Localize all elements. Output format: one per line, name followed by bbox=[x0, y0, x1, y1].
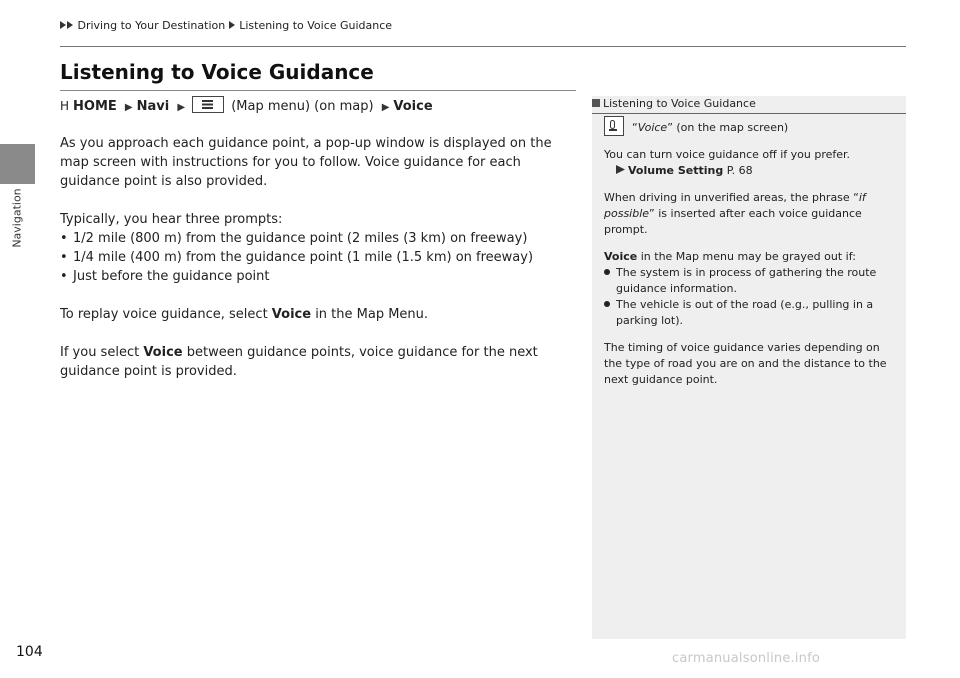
replay-voice-term: Voice bbox=[271, 307, 312, 322]
prompts-intro: Typically, you hear three prompts: bbox=[60, 212, 283, 227]
quote-close: ” bbox=[667, 121, 673, 134]
sidebar-body bbox=[604, 116, 898, 388]
turn-off-note: You can turn voice guidance off if you prefer. bbox=[604, 148, 851, 161]
breadcrumb-arrow-icon bbox=[60, 21, 66, 29]
breadcrumb bbox=[60, 19, 392, 32]
breadcrumb-arrow-icon bbox=[67, 21, 73, 29]
nav-path-home: HOME bbox=[73, 99, 117, 114]
list-item: • Just before the guidance point bbox=[60, 267, 576, 286]
grayed-note bbox=[604, 249, 898, 265]
list-item: The vehicle is out of the road (e.g., pulling in a parking lot). bbox=[604, 297, 898, 329]
nav-path-menu-text: (Map menu) (on map) bbox=[231, 99, 374, 114]
sidebar-header-text: Listening to Voice Guidance bbox=[603, 97, 756, 110]
list-item: • 1/2 mile (800 m) from the guidance point (2 miles (3 km) on freeway) bbox=[60, 229, 576, 248]
breadcrumb-item[interactable]: Listening to Voice Guidance bbox=[239, 19, 393, 32]
list-item: The system is in process of gathering the route guidance information. bbox=[604, 265, 898, 297]
unverified-phrase: if possible bbox=[604, 191, 866, 220]
home-symbol-icon: H bbox=[60, 99, 70, 113]
page-title: Listening to Voice Guidance bbox=[60, 60, 374, 84]
replay-suffix: in the Map Menu. bbox=[311, 307, 429, 322]
main-content bbox=[60, 96, 576, 381]
notes-sidebar bbox=[592, 96, 906, 639]
nav-path-voice: Voice bbox=[393, 99, 433, 114]
voice-command-suffix: (on the map screen) bbox=[672, 121, 789, 134]
reference-page: P. 68 bbox=[723, 164, 753, 177]
section-tab-text: Navigation bbox=[10, 188, 24, 248]
voice-command: Voice bbox=[637, 121, 668, 134]
grayed-voice-term: Voice bbox=[604, 250, 638, 263]
quote-open: “ bbox=[632, 121, 638, 134]
nav-path bbox=[60, 96, 576, 115]
header-divider bbox=[60, 46, 906, 47]
breadcrumb-arrow-icon bbox=[229, 21, 235, 29]
replay-paragraph bbox=[60, 305, 576, 324]
cross-reference[interactable] bbox=[604, 163, 898, 179]
note-marker-icon bbox=[592, 99, 600, 107]
breadcrumb-item[interactable]: Driving to Your Destination bbox=[77, 19, 226, 32]
between-paragraph bbox=[60, 343, 576, 381]
list-item: • 1/4 mile (400 m) from the guidance point (1 mile (1.5 km) on freeway) bbox=[60, 248, 576, 267]
unverified-note bbox=[604, 190, 898, 238]
title-divider bbox=[60, 90, 576, 91]
path-arrow-icon: ▶ bbox=[177, 102, 186, 113]
watermark: carmanualsonline.info bbox=[672, 651, 821, 666]
replay-prefix: To replay voice guidance, select bbox=[60, 307, 272, 322]
page-number: 104 bbox=[16, 644, 43, 660]
path-arrow-icon: ▶ bbox=[124, 102, 133, 113]
sidebar-header bbox=[592, 96, 906, 114]
nav-path-navi: Navi bbox=[136, 99, 170, 114]
grayed-suffix: in the Map menu may be grayed out if: bbox=[637, 250, 856, 263]
unverified-suffix: ” is inserted after each voice guidance prompt. bbox=[604, 207, 862, 236]
reference-arrow-icon bbox=[616, 165, 625, 174]
intro-paragraph: As you approach each guidance point, a pop-up window is displayed on the map screen with instructions for you to follow. Voice guidance for each guidance point is also provided. bbox=[60, 136, 552, 189]
unverified-prefix: When driving in unverified areas, the phrase “ bbox=[604, 191, 859, 204]
reference-label[interactable]: Volume Setting bbox=[628, 164, 724, 177]
between-voice-term: Voice bbox=[143, 345, 183, 360]
timing-note: The timing of voice guidance varies depending on the type of road you are on and the distance to the next guidance point. bbox=[604, 341, 887, 386]
section-tab-label bbox=[0, 178, 35, 258]
voice-command-line bbox=[604, 116, 898, 136]
path-arrow-icon: ▶ bbox=[381, 102, 390, 113]
map-menu-icon bbox=[192, 96, 224, 113]
between-prefix: If you select bbox=[60, 345, 144, 360]
between-suffix: between guidance points, voice guidance for the next guidance point is provided. bbox=[60, 345, 538, 379]
microphone-icon bbox=[604, 116, 624, 136]
